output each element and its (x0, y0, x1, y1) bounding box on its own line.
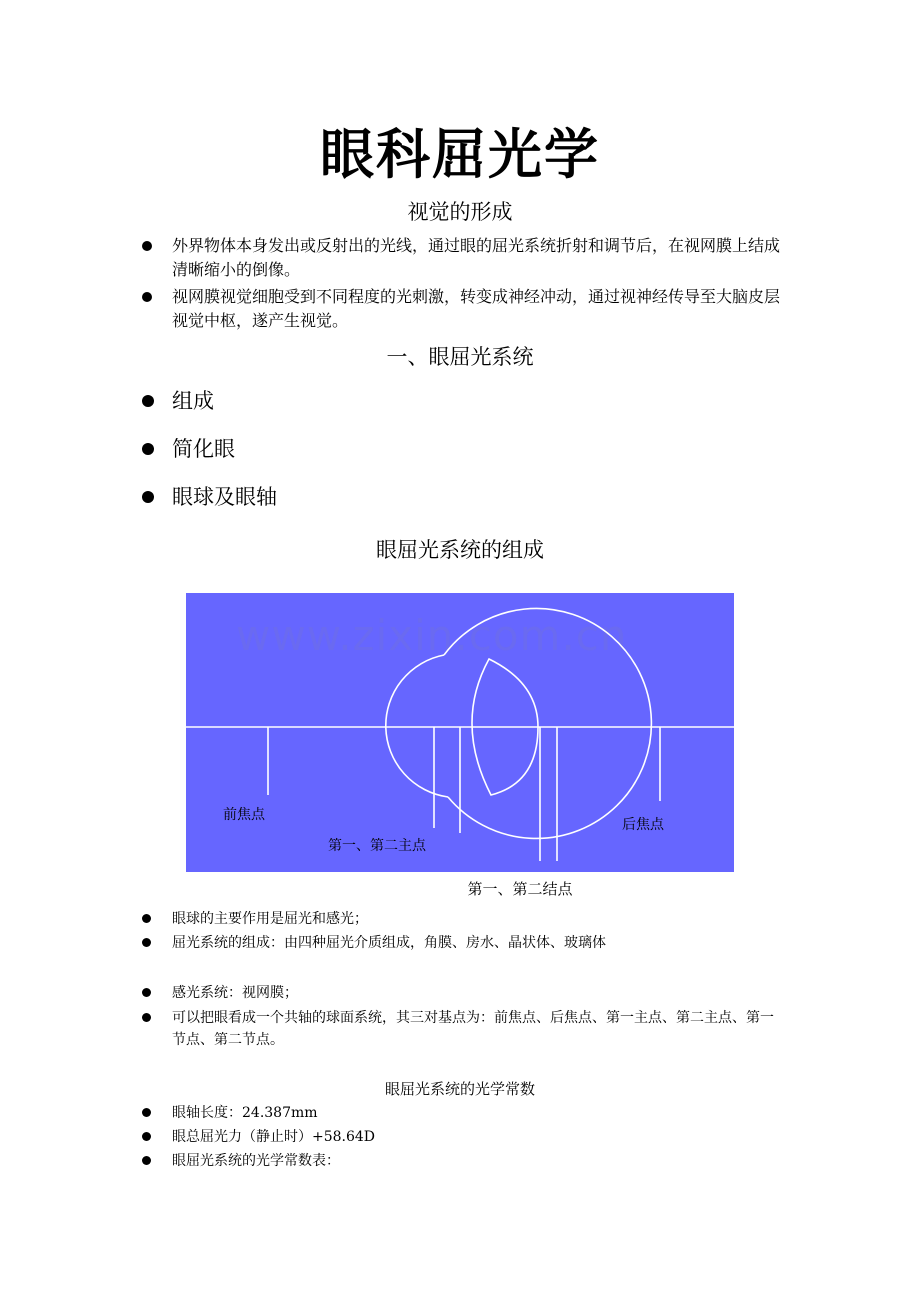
refractive-system-bullet-list (142, 386, 784, 530)
back-focus-label: 后焦点 (622, 817, 664, 833)
list-item: 可以把眼看成一个共轴的球面系统，其三对基点为：前焦点、后焦点、第一主点、第二主点、第一节点、第二节点。 (142, 1007, 784, 1051)
section-heading-vision: 视觉的形成 (407, 200, 513, 224)
front-focus-label: 前焦点 (223, 807, 265, 823)
eye-optics-diagram (186, 593, 734, 872)
figure-caption: 第一、第二结点 (467, 880, 573, 898)
composition-bullet-list-b (142, 982, 784, 1051)
list-item: 简化眼 (142, 434, 784, 482)
list-item: 外界物体本身发出或反射出的光线，通过眼的屈光系统折射和调节后，在视网膜上结成清晰缩小的倒像。 (142, 234, 784, 282)
list-item: 眼球及眼轴 (142, 482, 784, 530)
list-item: 眼总屈光力（静止时）+58.64D (142, 1126, 784, 1148)
section-heading-optical-constants: 眼屈光系统的光学常数 (384, 1080, 535, 1098)
composition-bullet-list-a (142, 908, 784, 954)
list-item: 视网膜视觉细胞受到不同程度的光刺激，转变成神经冲动，通过视神经传导至大脑皮层视觉中枢，遂产生视觉。 (142, 285, 784, 333)
vision-bullet-list (142, 234, 784, 336)
section-heading-refractive-system: 一、眼屈光系统 (386, 345, 534, 369)
list-item: 眼轴长度：24.387mm (142, 1102, 784, 1124)
section-heading-composition: 眼屈光系统的组成 (376, 538, 544, 562)
list-item: 眼屈光系统的光学常数表： (142, 1150, 784, 1172)
page-title: 眼科屈光学 (320, 123, 600, 186)
list-item: 眼球的主要作用是屈光和感光； (142, 908, 784, 930)
list-item: 感光系统：视网膜； (142, 982, 784, 1004)
list-item: 屈光系统的组成：由四种屈光介质组成，角膜、房水、晶状体、玻璃体 (142, 932, 784, 954)
watermark: www.zixin.com.cn (236, 611, 628, 660)
optical-constants-bullet-list (142, 1102, 784, 1172)
cornea-outline (386, 655, 448, 797)
list-item: 组成 (142, 386, 784, 434)
eyeball-outline (444, 608, 651, 838)
principal-points-label: 第一、第二主点 (328, 838, 426, 854)
